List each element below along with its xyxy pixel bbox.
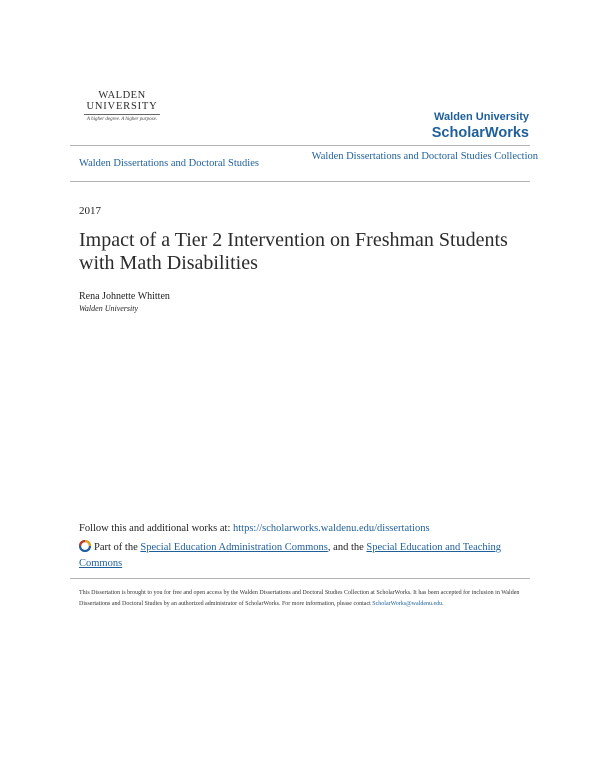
bepress-commons-icon [79,540,91,557]
part-of-middle: , and the [327,542,364,553]
scholarworks-line2: ScholarWorks [431,125,529,141]
notice-text: This Dissertation is brought to you for free and open access by the Walden Dissertations and Doctoral Studies Collection at ScholarWorks. It has been accepted for inclusion in Walden Dissertations and Doctoral Studies by an authorized administrator of ScholarWorks. For more information, please contact [79,590,520,607]
publication-year: 2017 [79,205,101,217]
logo-line2: UNIVERSITY [86,101,158,112]
follow-label: Follow this and additional works at: [79,523,231,534]
scholarworks-line1: Walden University [434,111,529,123]
follow-line [79,522,430,535]
footer-rule [70,578,530,579]
walden-university-logo[interactable] [82,91,162,123]
logo-tagline: A higher degree. A higher purpose. [86,117,158,122]
header-rule [70,145,530,146]
document-title: Impact of a Tier 2 Intervention on Freshman Students with Math Disabilities [79,229,508,274]
collection-link-right[interactable]: Walden Dissertations and Doctoral Studies Collection [311,151,538,162]
nav-rule [70,181,530,182]
notice-end: . [442,601,444,607]
author-affiliation: Walden University [79,304,139,313]
commons-link-admin[interactable]: Special Education Administration Commons [140,542,328,553]
follow-url-link[interactable]: https://scholarworks.waldenu.edu/dissertations [233,523,430,534]
contact-email-link[interactable]: ScholarWorks@waldenu.edu [372,601,443,607]
logo-rule [84,114,160,115]
part-of-line [79,540,539,571]
access-notice [79,588,524,610]
scholarworks-logo[interactable] [432,111,529,142]
logo-line1: WALDEN [98,90,146,101]
collection-link-left[interactable]: Walden Dissertations and Doctoral Studies [79,158,259,169]
author-name: Rena Johnette Whitten [79,291,170,302]
part-of-prefix: Part of the [94,542,138,553]
commons-link-teaching[interactable]: Special Education and Teaching Commons [79,542,502,569]
